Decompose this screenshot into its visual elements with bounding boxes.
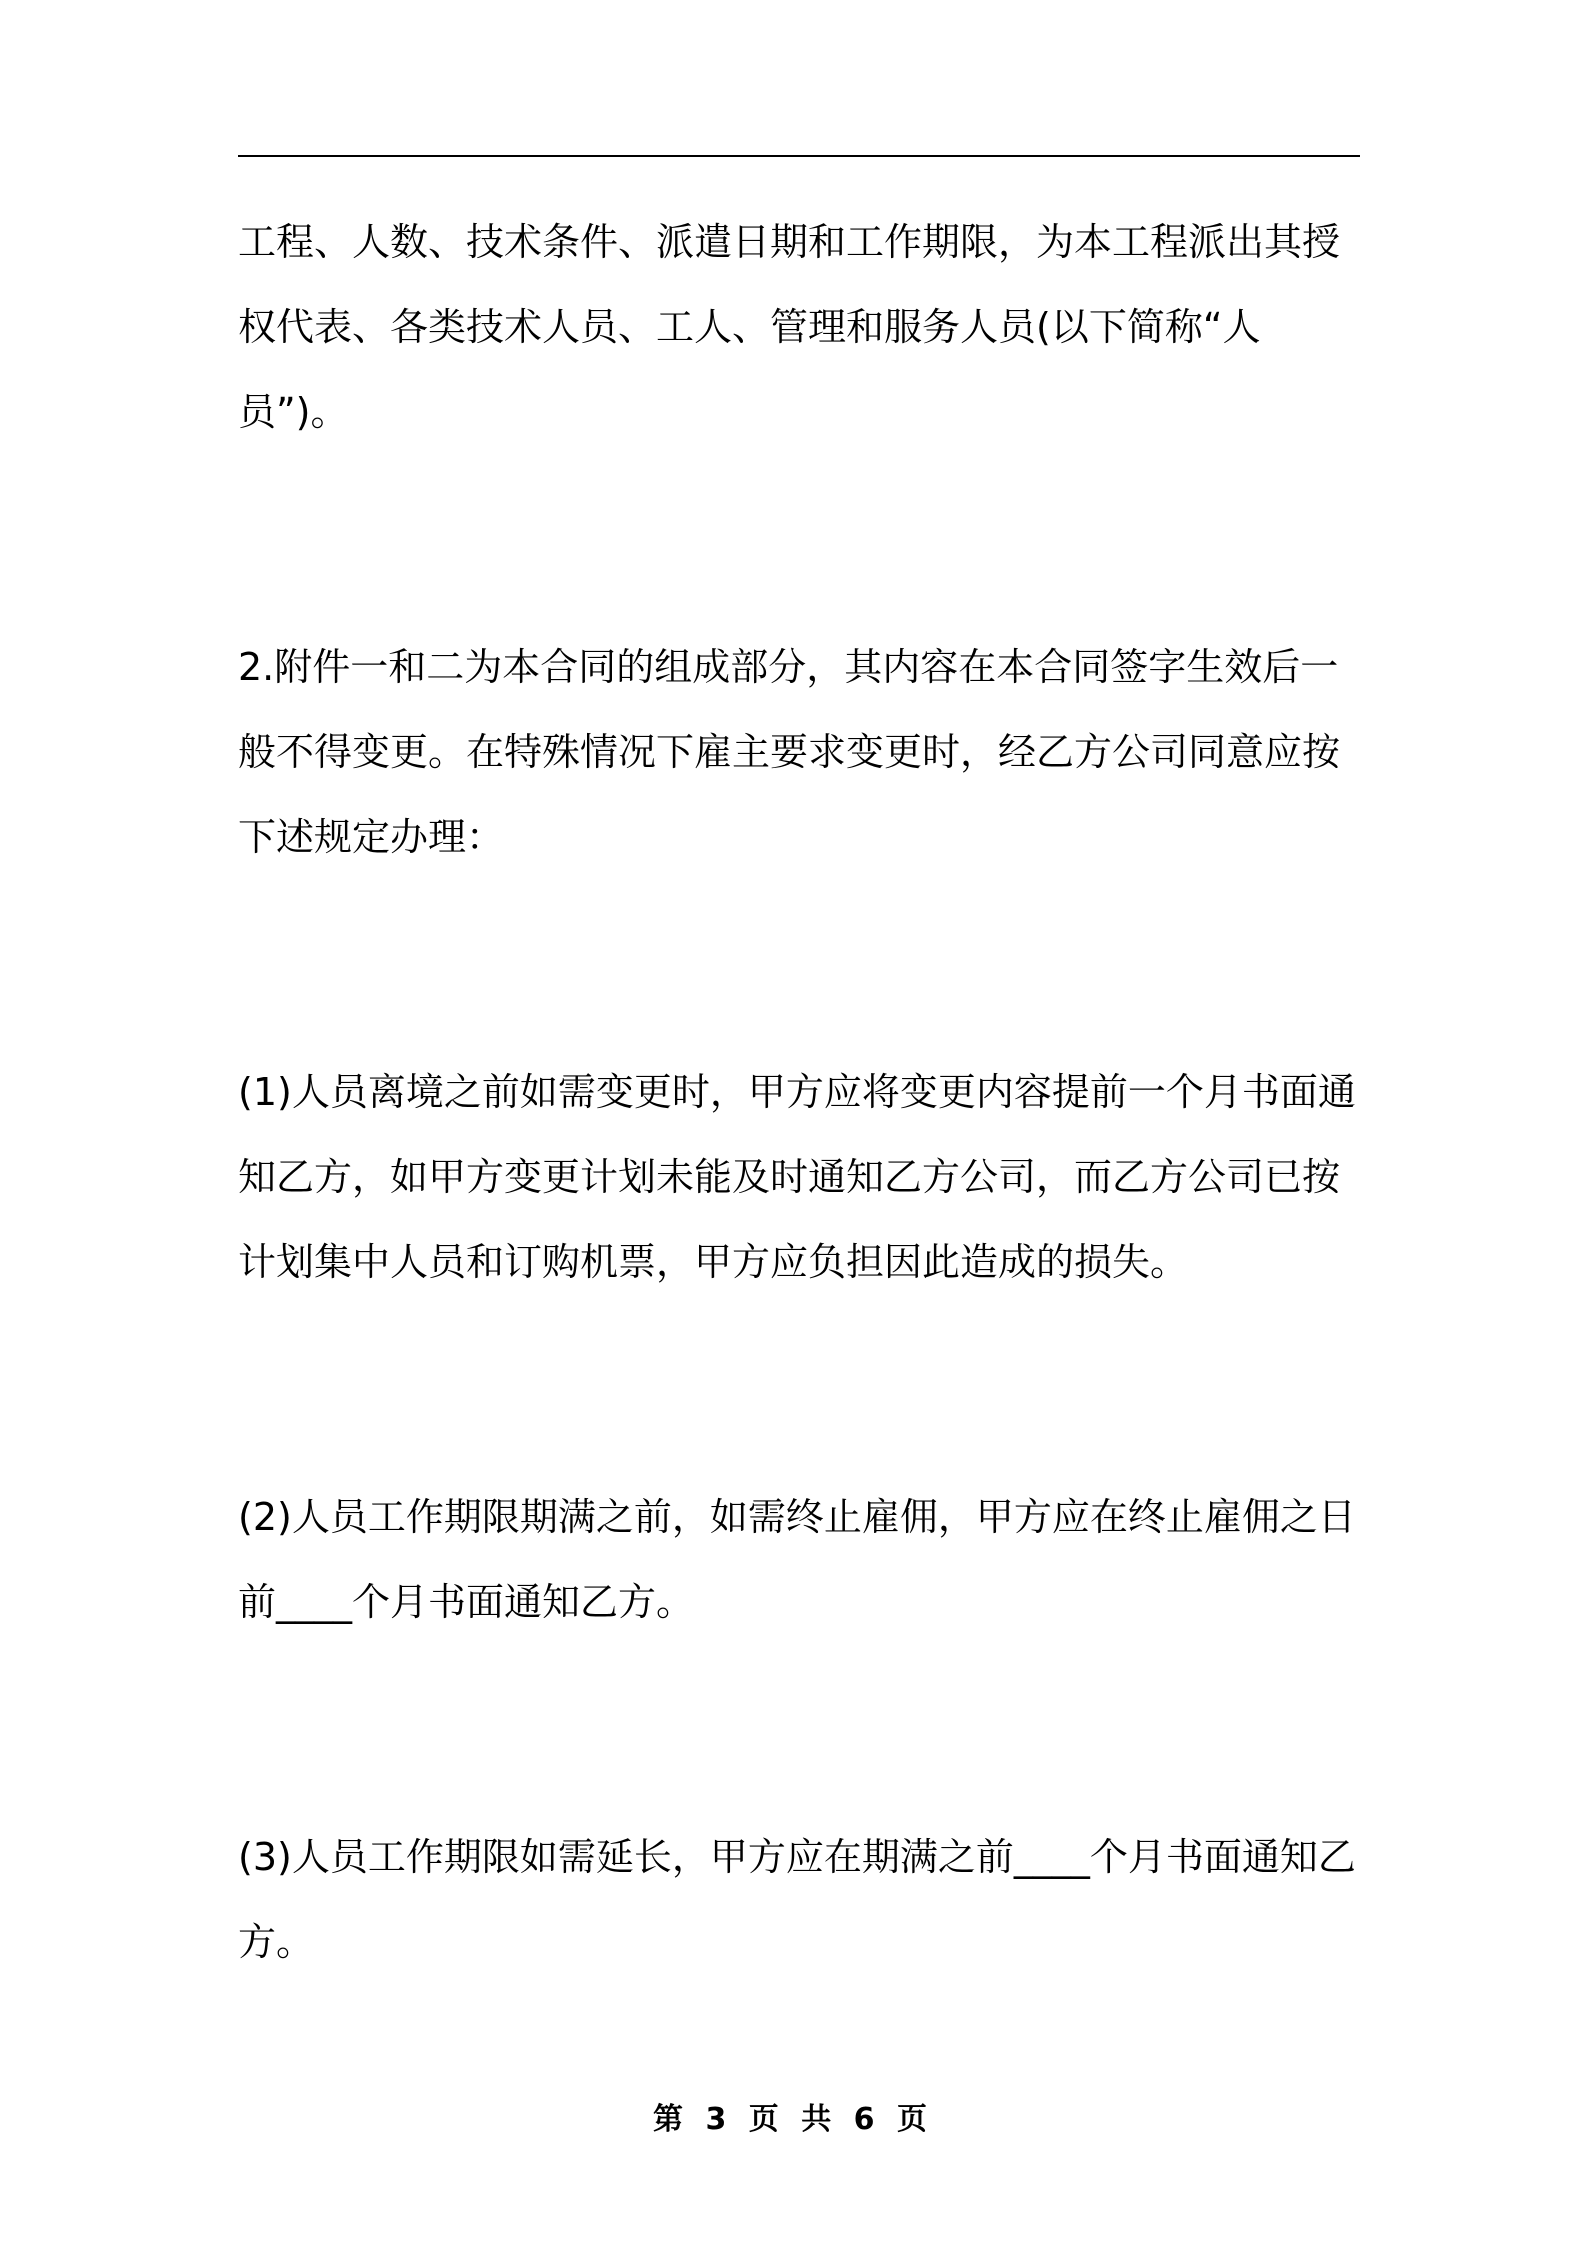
paragraph-personnel-dispatch: 工程、人数、技术条件、派遣日期和工作期限，为本工程派出其授权代表、各类技术人员、工人、管理和服务人员(以下简称“人员”)。 [238, 220, 1341, 434]
paragraph-clause-2-1: (1)人员离境之前如需变更时，甲方应将变更内容提前一个月书面通知乙方，如甲方变更计划未能及时通知乙方公司，而乙方公司已按计划集中人员和订购机票，甲方应负担因此造成的损失。 [238, 1070, 1356, 1284]
document-body [238, 200, 1360, 1985]
header-rule [238, 155, 1360, 157]
page-number-footer: 第 3 页 共 6 页 [653, 2102, 933, 2137]
paragraph-clause-2-3: (3)人员工作期限如需延长，甲方应在期满之前____个月书面通知乙方。 [238, 1835, 1356, 1964]
paragraph-clause-2-2: (2)人员工作期限期满之前，如需终止雇佣，甲方应在终止雇佣之日前____个月书面通知乙方。 [238, 1495, 1356, 1624]
paragraph-clause-2: 2.附件一和二为本合同的组成部分，其内容在本合同签字生效后一般不得变更。在特殊情况下雇主要求变更时，经乙方公司同意应按下述规定办理： [238, 645, 1341, 859]
